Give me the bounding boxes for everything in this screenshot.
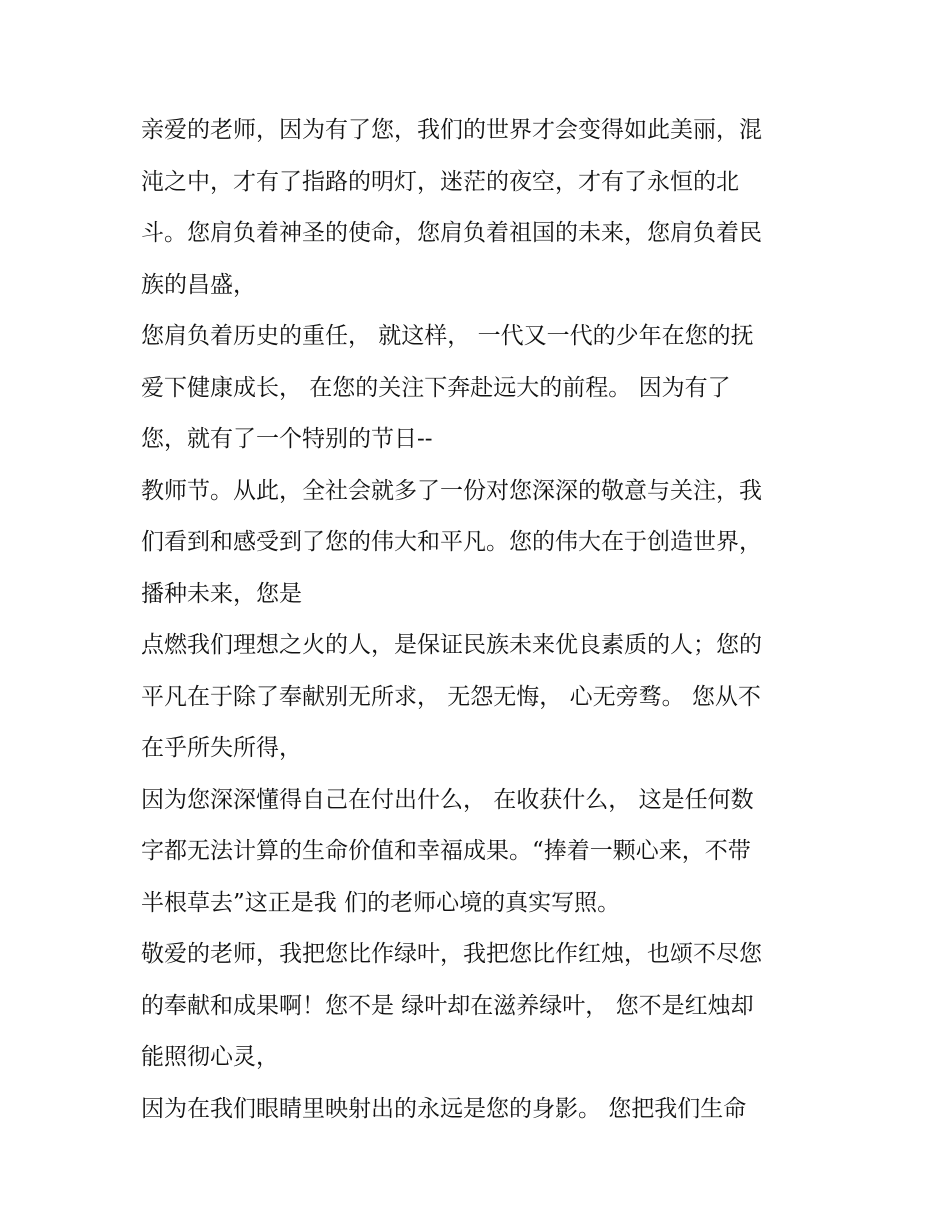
text-line: 字都无法计算的生命价值和幸福成果。“捧着一颗心来，不带 (141, 838, 751, 864)
text-line: 斗。您肩负着神圣的使命，您肩负着祖国的未来，您肩负着民 (141, 220, 762, 246)
text-line: 平凡在于除了奉献别无所求， 无怨无悔， 心无旁骛。 您从不 (141, 683, 761, 710)
text-line: 的奉献和成果啊！您不是 绿叶却在滋养绿叶， 您不是红烛却 (141, 992, 754, 1019)
document-body (141, 111, 821, 1141)
text-line: 亲爱的老师，因为有了您，我们的世界才会变得如此美丽，混 (141, 117, 762, 143)
text-line: 族的昌盛， (141, 271, 256, 298)
text-line: 教师节。从此，全社会就多了一份对您深深的敬意与关注，我 (141, 477, 762, 504)
text-line: 沌之中，才有了指路的明灯，迷茫的夜空，才有了永恒的北 (141, 168, 739, 195)
text-line: 您，就有了一个特别的节日-- (141, 426, 433, 452)
text-line: 因为您深深懂得自己在付出什么， 在收获什么， 这是任何数 (141, 786, 754, 813)
text-line: 在乎所失所得， (141, 735, 302, 761)
text-line: 能照彻心灵， (141, 1044, 279, 1070)
text-line: 敬爱的老师，我把您比作绿叶，我把您比作红烛，也颂不尽您 (141, 941, 762, 967)
text-line: 您肩负着历史的重任， 就这样， 一代又一代的少年在您的抚 (141, 323, 754, 349)
text-line: 半根草去”这正是我 们的老师心境的真实写照。 (141, 889, 621, 916)
text-line: 们看到和感受到了您的伟大和平凡。您的伟大在于创造世界， (141, 529, 762, 555)
text-line: 播种未来，您是 (141, 580, 302, 607)
text-line: 点燃我们理想之火的人，是保证民族未来优良素质的人；您的 (141, 632, 762, 658)
text-line: 因为在我们眼睛里映射出的永远是您的身影。 您把我们生命 (141, 1095, 747, 1122)
text-line: 爱下健康成长， 在您的关注下奔赴远大的前程。 因为有了 (141, 374, 731, 401)
